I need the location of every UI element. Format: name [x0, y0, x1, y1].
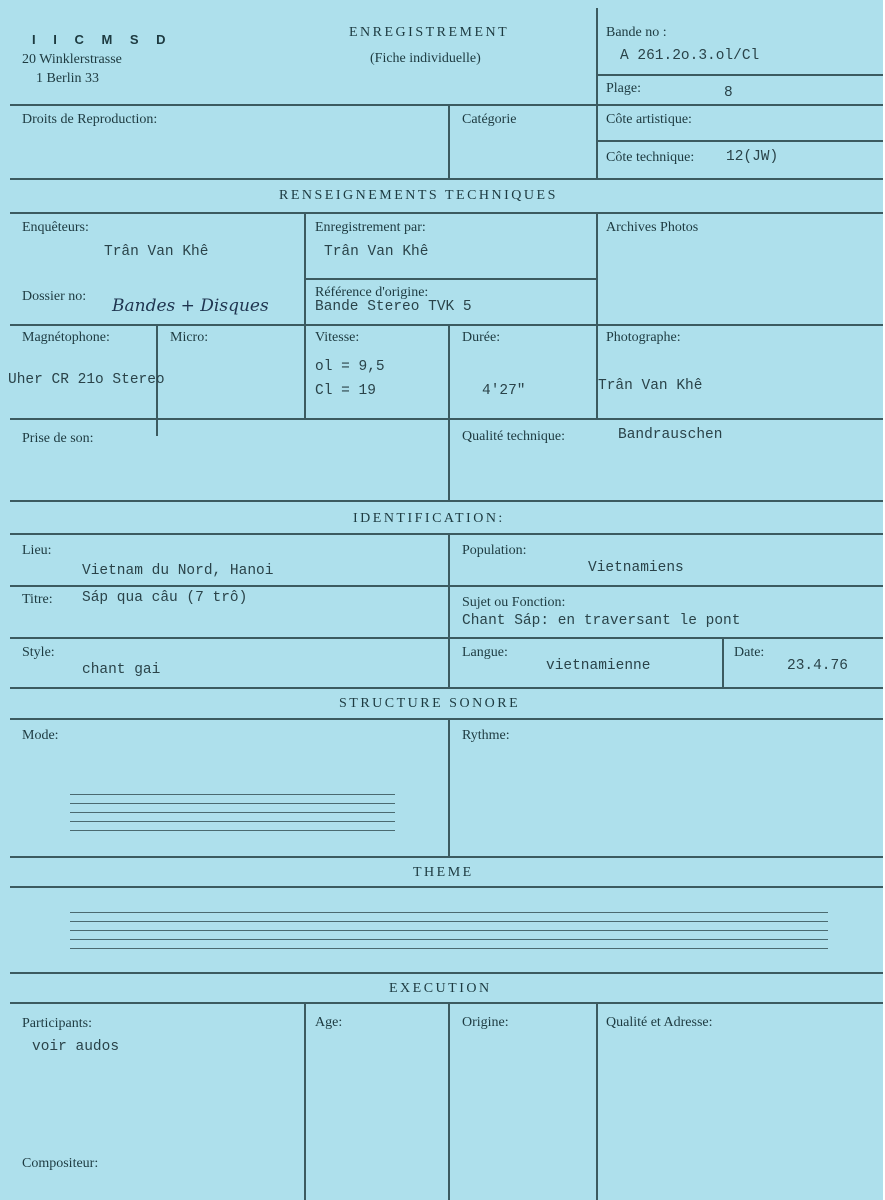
photographe-label: Photographe: — [606, 330, 681, 345]
langue-value: vietnamienne — [546, 658, 651, 674]
execution-heading: EXECUTION — [389, 981, 492, 996]
rule-qualite-left — [448, 418, 450, 500]
archives-photos-label: Archives Photos — [606, 220, 699, 235]
style-label: Style: — [22, 645, 55, 660]
qualite-adresse-label: Qualité et Adresse: — [606, 1015, 713, 1030]
rule-dossier-bottom — [10, 324, 883, 326]
plage-label: Plage: — [606, 81, 641, 96]
langue-label: Langue: — [462, 645, 508, 660]
rule-style-bottom — [10, 687, 883, 689]
org-street: 20 Winklerstrasse — [22, 52, 122, 67]
rule-enreg-split — [304, 278, 596, 280]
rule-date-left — [722, 637, 724, 687]
dossier-label: Dossier no: — [22, 289, 87, 304]
duree-label: Durée: — [462, 330, 501, 345]
mode-staff-line — [70, 812, 395, 813]
enregistrement-par-label: Enregistrement par: — [315, 220, 426, 235]
categorie-label: Catégorie — [462, 112, 517, 127]
theme-staff-line — [70, 930, 828, 931]
rythme-label: Rythme: — [462, 728, 510, 743]
rule-structure-col — [448, 718, 450, 856]
age-label: Age: — [315, 1015, 343, 1030]
magnetophone-label: Magnétophone: — [22, 330, 110, 345]
enregistrement-par-value: Trân Van Khê — [324, 244, 429, 260]
lieu-value: Vietnam du Nord, Hanoi — [82, 563, 274, 579]
theme-staff-line — [70, 912, 828, 913]
rule-header-right — [596, 8, 598, 104]
participants-value: voir audos — [32, 1039, 120, 1055]
rule-exec-col-b — [448, 1002, 450, 1200]
rule-exec-col-c — [596, 1002, 598, 1200]
vitesse-label: Vitesse: — [315, 330, 360, 345]
cote-artistique-label: Côte artistique: — [606, 112, 692, 127]
prise-de-son-label: Prise de son: — [22, 431, 94, 446]
rule-vitesse-bottom — [10, 418, 883, 420]
form-title: ENREGISTREMENT — [349, 25, 510, 40]
population-value: Vietnamiens — [588, 560, 684, 576]
photographe-value: Trân Van Khê — [598, 378, 703, 394]
theme-staff-line — [70, 921, 828, 922]
theme-staff-line — [70, 939, 828, 940]
rule-theme-bottom — [10, 972, 883, 974]
mode-staff-line — [70, 794, 395, 795]
participants-label: Participants: — [22, 1016, 92, 1031]
qualite-technique-label: Qualité technique: — [462, 429, 566, 444]
cote-technique-value: 12(JW) — [726, 149, 779, 165]
cote-technique-label: Côte technique: — [606, 150, 695, 165]
mode-label: Mode: — [22, 728, 59, 743]
droits-label: Droits de Reproduction: — [22, 112, 158, 127]
compositeur-label: Compositeur: — [22, 1156, 99, 1171]
vitesse-value-1: ol = 9,5 — [315, 359, 385, 375]
dossier-value: Bandes + Disques — [112, 296, 269, 316]
rule-categorie-left — [448, 104, 450, 178]
plage-value: 8 — [724, 85, 733, 101]
lieu-label: Lieu: — [22, 543, 52, 558]
rule-categorie-right — [596, 104, 598, 178]
population-label: Population: — [462, 543, 527, 558]
date-value: 23.4.76 — [787, 658, 848, 674]
rule-ident-heading-bottom — [10, 533, 883, 535]
date-label: Date: — [734, 645, 765, 660]
titre-value: Sáp qua câu (7 trô) — [82, 590, 248, 606]
magnetophone-value: Uher CR 21o Stereo — [8, 372, 165, 388]
rule-structure-bottom — [10, 856, 883, 858]
rule-header-bottom — [10, 104, 883, 106]
origine-label: Origine: — [462, 1015, 509, 1030]
qualite-technique-value: Bandrauschen — [618, 427, 723, 443]
rule-prise-bottom — [10, 500, 883, 502]
rule-titre-bottom — [10, 637, 883, 639]
reference-label: Référence d'origine: — [315, 285, 429, 300]
rule-exec-col-a — [304, 1002, 306, 1200]
enqueteurs-label: Enquêteurs: — [22, 220, 89, 235]
rule-ident-col — [448, 533, 450, 687]
enqueteurs-value: Trân Van Khê — [104, 244, 209, 260]
technical-heading: RENSEIGNEMENTS TECHNIQUES — [279, 188, 558, 203]
structure-heading: STRUCTURE SONORE — [339, 696, 521, 711]
rule-cote-split — [596, 140, 883, 142]
micro-label: Micro: — [170, 330, 209, 345]
identification-heading: IDENTIFICATION: — [353, 511, 505, 526]
duree-value: 4'27" — [482, 383, 526, 399]
bande-label: Bande no : — [606, 25, 667, 40]
rule-structure-heading-bottom — [10, 718, 883, 720]
sujet-value: Chant Sáp: en traversant le pont — [462, 613, 741, 629]
mode-staff-line — [70, 821, 395, 822]
mode-staff-line — [70, 830, 395, 831]
rule-lieu-bottom — [10, 585, 883, 587]
sujet-label: Sujet ou Fonction: — [462, 595, 566, 610]
rule-theme-heading-bottom — [10, 886, 883, 888]
rule-plage-top — [596, 74, 883, 76]
rule-photo-left — [596, 324, 598, 418]
style-value: chant gai — [82, 662, 161, 678]
bande-value: A 261.2o.3.ol/Cl — [620, 48, 760, 64]
rule-duree-left — [448, 324, 450, 418]
theme-staff-line — [70, 948, 828, 949]
vitesse-value-2: Cl = 19 — [315, 383, 376, 399]
rule-tech-heading-bottom — [10, 212, 883, 214]
rule-tech-col-b — [596, 212, 598, 324]
form-subtitle: (Fiche individuelle) — [370, 51, 481, 66]
org-name: I I C M S D — [32, 32, 173, 47]
rule-exec-heading-bottom — [10, 1002, 883, 1004]
rule-rights-bottom — [10, 178, 883, 180]
rule-tech-col-a — [304, 212, 306, 418]
org-city: 1 Berlin 33 — [36, 71, 99, 86]
theme-heading: THEME — [413, 865, 474, 880]
titre-label: Titre: — [22, 592, 53, 607]
mode-staff-line — [70, 803, 395, 804]
reference-value: Bande Stereo TVK 5 — [315, 299, 472, 315]
